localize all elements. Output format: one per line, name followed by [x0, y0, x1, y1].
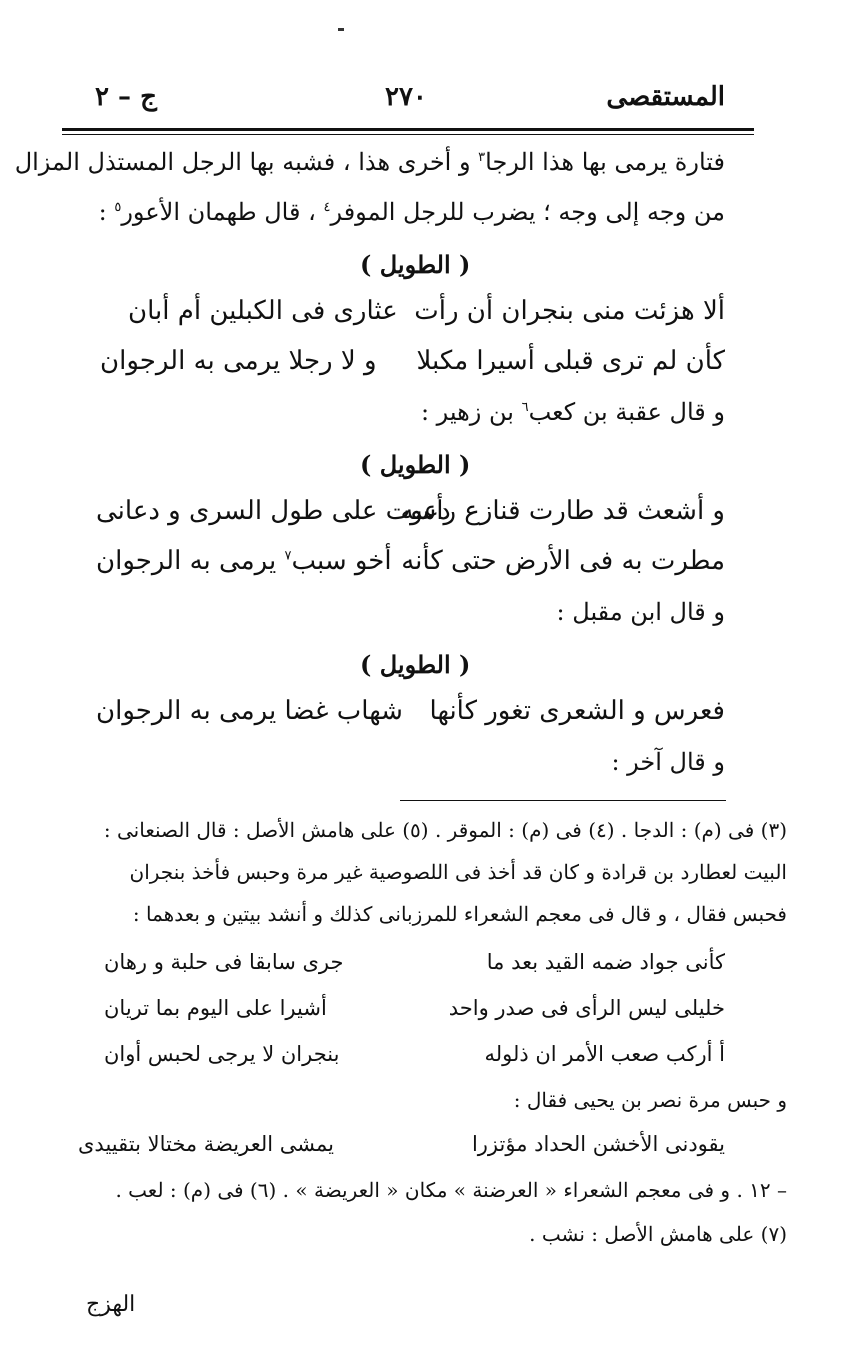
meter-label: ( الطويل ) — [360, 650, 471, 679]
body-line-1: فتارة يرمى بها هذا الرجا$^٣$ و أخرى هذا ، فشبه بها الرجل المستذل المزال — [14, 148, 725, 176]
footnote-verse-4-first: يقودنى الأخشن الحداد مؤتزرا — [471, 1132, 725, 1156]
ink-speck — [338, 28, 344, 31]
footnote-ref-4: ٤ — [323, 200, 331, 215]
verse-4-first-hemistich: مطرت به فى الأرض حتى كأنه — [401, 546, 725, 576]
footnote-ref-5: ٥ — [114, 200, 122, 215]
footnote-verse-2-first: خليلى ليس الرأى فى صدر واحد — [448, 996, 725, 1020]
footnote-line-4: و حبس مرة نصر بن يحيى فقال : — [513, 1088, 787, 1112]
footnote-verse-3-second: بنجران لا يرجى لحبس أوان — [104, 1042, 340, 1066]
footnote-ref-7: ٧ — [284, 548, 292, 564]
meter-label: ( الطويل ) — [360, 450, 471, 479]
page-number: ٢٧٠ — [385, 82, 427, 112]
footnote-line-3: فحبس فقال ، و قال فى معجم الشعراء للمرزبانى كذلك و أنشد بيتين و بعدهما : — [132, 902, 787, 926]
footnote-verse-1-first: كأنى جواد ضمه القيد بعد ما — [486, 950, 725, 974]
footnote-rule — [400, 800, 726, 801]
footnote-verse-3-first: أ أركب صعب الأمر ان ذلوله — [484, 1042, 725, 1066]
footnote-line-6: (٧) على هامش الأصل : نشب . — [529, 1222, 787, 1246]
footnote-verse-1-second: جرى سابقا فى حلبة و رهان — [104, 950, 344, 974]
footnote-line-1: (٣) فى (م) : الدجا . (٤) فى (م) : الموقر . (٥) على هامش الأصل : قال الصنعانى : — [103, 818, 787, 842]
footnote-line-2: البيت لعطارد بن قرادة و كان قد أخذ فى اللصوصية غير مرة وحبس فأخذ بنجران — [129, 860, 787, 884]
verse-1-second-hemistich: عثارى فى الكبلين أم أبان — [128, 296, 398, 326]
footnote-ref-6: ٦ — [521, 400, 529, 415]
verse-3-second-hemistich: دعوت على طول السرى و دعانى — [96, 496, 451, 526]
body-line-4: و قال ابن مقبل : — [556, 598, 725, 626]
footnote-verse-2-second: أشيرا على اليوم بما تريان — [104, 996, 327, 1020]
footnote-line-5: – ١٢ . و فى معجم الشعراء « العرضنة » مكان « العريضة » . (٦) فى (م) : لعب . — [115, 1178, 787, 1202]
verse-4-second-hemistich: أخو سبب$^٧$ يرمى به الرجوان — [96, 546, 392, 576]
running-title: المستقصى — [606, 82, 725, 112]
body-line-5: و قال آخر : — [611, 748, 725, 776]
verse-3-first-hemistich: و أشعث قد طارت قنازع رأسه — [400, 496, 725, 526]
verse-5-first-hemistich: فعرس و الشعرى تغور كأنها — [429, 696, 725, 726]
verse-1-first-hemistich: ألا هزئت منى بنجران أن رأت — [414, 296, 725, 326]
header-rule — [62, 128, 754, 131]
verse-2-first-hemistich: كأن لم ترى قبلى أسيرا مكبلا — [416, 346, 725, 376]
footnote-verse-4-second: يمشى العريضة مختالا بتقييدى — [78, 1132, 334, 1156]
verse-2-second-hemistich: و لا رجلا يرمى به الرجوان — [100, 346, 377, 376]
footnote-ref-3: ٣ — [478, 150, 486, 165]
catchword: الهزج — [86, 1292, 136, 1317]
body-line-2: من وجه إلى وجه ؛ يضرب للرجل الموفر$^٤$ ، قال طهمان الأعور$^٥$ : — [98, 198, 725, 226]
header-rule-thin — [62, 134, 754, 135]
meter-label: ( الطويل ) — [360, 250, 471, 279]
volume-label: ج – ٢ — [95, 82, 157, 112]
body-line-3: و قال عقبة بن كعب$^٦$ بن زهير : — [420, 398, 725, 426]
verse-5-second-hemistich: شهاب غضا يرمى به الرجوان — [96, 696, 403, 726]
